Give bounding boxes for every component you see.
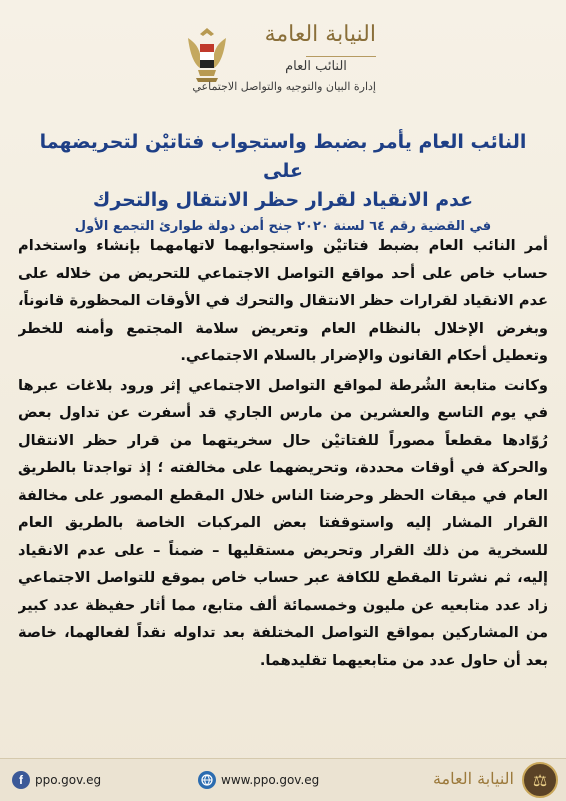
website-url: www.ppo.gov.eg bbox=[221, 773, 320, 787]
headline-block bbox=[20, 128, 546, 234]
divider bbox=[306, 50, 376, 57]
facebook-icon: f bbox=[12, 771, 30, 789]
organization-name: النيابة العامة bbox=[264, 22, 376, 47]
paragraph-1: أمر النائب العام بضبط فتاتيْن واستجوابهما لاتهامهما بإنشاء واستخدام حساب خاص على أحد مواقع التواصل الاجتماعي للتحريض من خلاله على عدم الانقياد لقرارات حظر الانتقال والتحرك في الأوقات المحظورة قانوناً، وبغرض الإخلال بالنظام العام وتعريض سلامة المجتمع وأمنه للخطر وتعطيل أحكام القانون والإضرار بالسلام الاجتماعي. bbox=[18, 237, 548, 364]
department-name: إدارة البيان والتوجيه والتواصل الاجتماعي bbox=[192, 80, 376, 93]
office-name: النائب العام bbox=[285, 59, 347, 74]
globe-icon bbox=[198, 771, 216, 789]
article-body bbox=[18, 232, 548, 744]
paragraph-2: وكانت متابعة الشُرطة لمواقع التواصل الاجتماعي إثر ورود بلاغات عبرها في يوم التاسع والعشرين من مارس الجاري قد أسفرت عن تداول بعض رُوّادها مقطعاً مصوراً للفتاتيْن حال سخريتهما من قرار حظر الانتقال والحركة في أوقات محددة، وتحريضهما على مخالفته ؛ إذ تواجدتا بالطريق العام في ميقات الحظر وحرضتا الناس خلال المقطع المصور على مخالفة القرار المشار إليه واستوقفتا بعض المركبات الخاصة بالطريق العام للسخرية من ذلك القرار وتحريض مستقليها – ضمناً – على عدم الانقياد إليه، ثم نشرتا المقطع للكافة عبر حساب خاص بموقع للتواصل الاجتماعي زاد عدد متابعيه عن مليون وخمسمائة ألف متابع، مما أثار حفيظة عدد كبير من المشاركين بمواقع التواصل المختلفة بعد تداوله نقداً لفعالهما، خاصة بعد أن حاول عدد من متابعيهما تقليدهما. bbox=[18, 376, 548, 669]
case-reference: في القضية رقم ٦٤ لسنة ٢٠٢٠ جنح أمن دولة طوارئ التجمع الأول bbox=[74, 219, 492, 234]
facebook-handle: ppo.gov.eg bbox=[35, 773, 102, 787]
organization-block bbox=[192, 22, 376, 93]
facebook-link[interactable] bbox=[12, 769, 101, 791]
eagle-emblem-icon bbox=[184, 24, 230, 86]
letterhead bbox=[0, 10, 566, 110]
headline-line-1: النائب العام يأمر بضبط واستجواب فتاتيْن لتحريضهما على bbox=[39, 131, 527, 182]
footer-bar bbox=[0, 758, 566, 801]
footer-brand-name: النيابة العامة bbox=[432, 769, 514, 788]
scales-logo-icon: ⚖ bbox=[522, 762, 558, 798]
headline-line-2: عدم الانقياد لقرار حظر الانتقال والتحرك bbox=[92, 189, 474, 211]
website-link[interactable] bbox=[198, 769, 319, 791]
